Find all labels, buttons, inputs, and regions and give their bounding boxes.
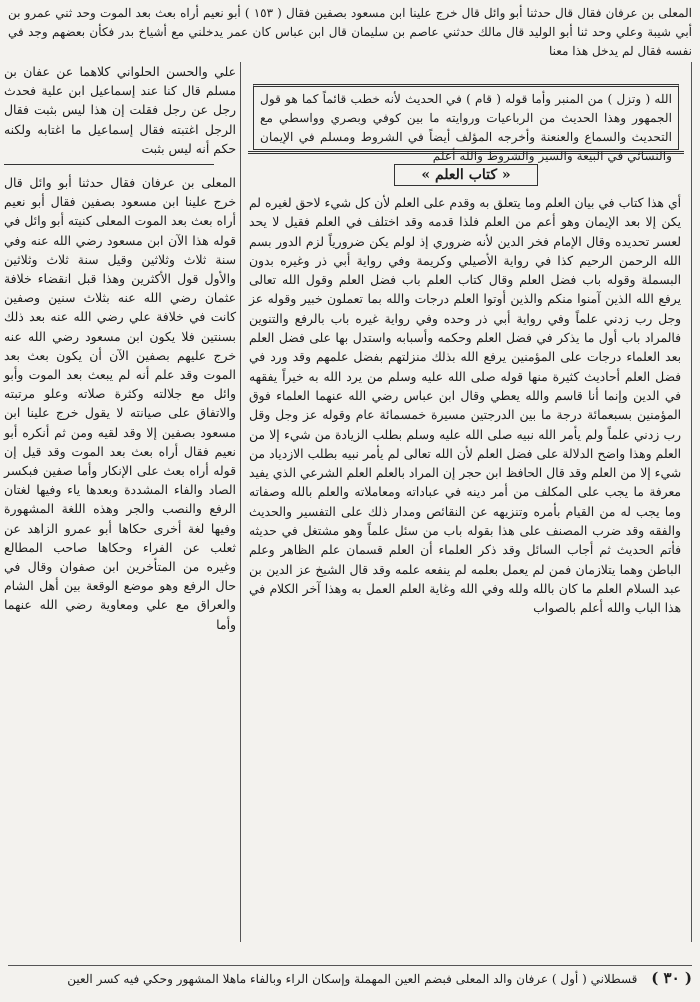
hadith-box: [253, 84, 679, 163]
page-number: ( ٣٠ ): [651, 969, 692, 987]
footnote-text: عرفان والد المعلى فبضم العين المهملة وإسكان الراء وبالفاء ماهلا المشهور وحكي فيه كسر العين: [67, 972, 549, 986]
header-line: [8, 4, 692, 62]
side-block-1: علي والحسن الحلواني كلاهما عن عفان بن مسلم قال كنا عند إسماعيل ابن علية فحدث رجل عن رجل فقلت إن هذا ليس بثبت فقال الرجل اغتبته فقال إسماعيل ما اغتابه ولكنه حكم أنه ليس بثبت: [4, 64, 236, 156]
side-margin-column: [4, 62, 236, 942]
main-column: [240, 62, 692, 942]
side-divider: [4, 164, 214, 165]
author-label: قسطلاني: [590, 972, 638, 986]
header-text: المعلى بن عرفان فقال قال حدثنا أبو وائل قال خرج علينا ابن مسعود بصفين فقال ( ١٥٣ ) أبو نعيم أراه بعث بعد الموت وحد ثني عمرو بن أبي شيبة وعلي وحد ثنا أبو الوليد قال مالك حدثني عاصم بن سليمان قال ابن عباس كان عمر يدخلني مع أشياخ بدر فكأن بعضهم وجد في نفسه فقال لم يدخل هذا معنا: [8, 6, 692, 58]
chapter-heading: « كتاب العلم »: [394, 164, 537, 186]
heading-row: [241, 164, 691, 186]
footer-line: [8, 965, 692, 992]
part-label: ( أول ): [551, 972, 587, 986]
hadith-box-text: الله ( وتزل ) من المنبر وأما قوله ( قام ) في الحديث لأنه خطب قائماً كما هو قول الجمهور وهذا الحديث من الرباعيات وروايته ما بين كوفي وبصري وواسطي مع التحديث والسماع والعنعنة وأخرجه المؤلف أيضاً في الشروط ومسلم في الإيمان والنسائي في البيعة والسير والشروط والله أعلم: [260, 92, 672, 163]
side-block-2: المعلى بن عرفان فقال حدثنا أبو وائل قال خرج علينا ابن مسعود بصفين فقال أبو نعيم أراه بعث بعد الموت المعلى كنيته أبو وائل في قوله هذا الآن ابن مسعود رضي الله عنه وفي سنة ثلاث وثلاثين وقيل سنة ثلاث وثلاثين والأول قول الأكثرين وهذا قبل انقضاء خلافة عثمان رضي الله عنه بثلاث سنين وصفين كانت في خلافة علي رضي الله عنه بعد ذلك بسنتين فلا يكون ابن مسعود رضي الله عنه خرج عليهم بصفين الآن أن يكون بعث بعد الموت وقد علم أنه لم يبعث بعد الموت وأبو وائل مع جلالته وكثرة صلاته وعلو مرتبته والاتفاق على صيانته لا يقول خرج علينا ابن مسعود بصفين إلا وقد لقيه ومن ثم أنكره أبو نعيم فقال أراه بعث بعد الموت وقد قيل إن قوله أراه بعث على الإنكار وأما صفين فبكسر الصاد والفاء المشددة وبعدها ياء وفيها لغتان الرفع والنصب والجر وهذه اللغة المشهورة وفيها لغة أخرى حكاها أبو عمرو الزاهد عن ثعلب عن الفراء وحكاها صاحب المطالع وغيره من المتأخرين ابن صفوان وقال في حال الرفع وهو موضع الوقعة بين أهل الشام والعراق مع علي ومعاوية رضي الله عنهما وأما: [4, 175, 236, 632]
commentary-text: أي هذا كتاب في بيان العلم وما يتعلق به وقدم على العلم لأن كل شيء لاحق لغيره لم يكن إلا بعد الإيمان وهو أعم من العلم فلذا قدمه وقد اختلف في العلم فقيل لا يحد لعسر تحديده وقال الإمام فخر الدين لأنه ضروري إذ لولم يكن ضرورياً لزم الدور بسم الله الرحمن الرحيم كذا في رواية الأصيلي وكريمة وفي رواية أبي ذر وغيره بدون البسملة وقوله باب فضل العلم وقال كتاب العلم باب فضل العلم وقول الله تعالى يرفع الله الذين آمنوا منكم والذين أوتوا العلم درجات والله بما تعملون خبير وقوله عز وجل رب زدني علماً وفي رواية أبي ذر وحده وفي رواية غيره باب بالرفع والتنوين فالمراد باب أول ما يذكر في فضل العلم وحكمه وأسبابه واستدل بها على فضل العلم بعد العلماء درجات على المؤمنين يرفع الله بذلك منزلتهم بفضل علمهم وقد ورد في فضل العلم أحاديث كثيرة منها قوله صلى الله عليه وسلم من يرد الله به خيراً يفقهه في الدين وإنما أنا قاسم والله يعطي وقال ابن عباس رضي الله عنهما العلماء فوق المؤمنين بسبعمائة درجة ما بين الدرجتين مسيرة خمسمائة عام وقوله عز وجل وقل رب زدني علماً ولم يأمر الله نبيه صلى الله عليه وسلم بطلب الزيادة من شيء إلا من العلم وهذا واضح الدلالة على فضل العلم لأن الله تعالى لم يأمر نبيه بطلب الازدياد من شيء إلا من العلم وقد قال الحافظ ابن حجر إن المراد بالعلم العلم الشرعي الذي يفيد معرفة ما يجب على المكلف من أمر دينه في عباداته ومعاملاته والعلم بالله وصفاته وما يجب له من القيام بأمره وتنزيهه عن النقائص ومدار ذلك على التفسير والحديث والفقه وقد ضرب المصنف على هذا بقوله باب من سئل علماً وهو مشتغل في حديثه فأتم الحديث ثم أجاب السائل وقد ذكر العلماء أن العلم قسمان علم الظاهر وعلم الباطن وهما يتلازمان فمن لم يعمل بعلمه لم ينفعه علمه وقد قال الشيخ عز الدين بن عبد السلام العلم ما كان بالله ولله وفي الله وغاية العلم العمل به وهذا آخر الكلام في هذا الباب والله أعلم بالصواب: [249, 196, 681, 616]
